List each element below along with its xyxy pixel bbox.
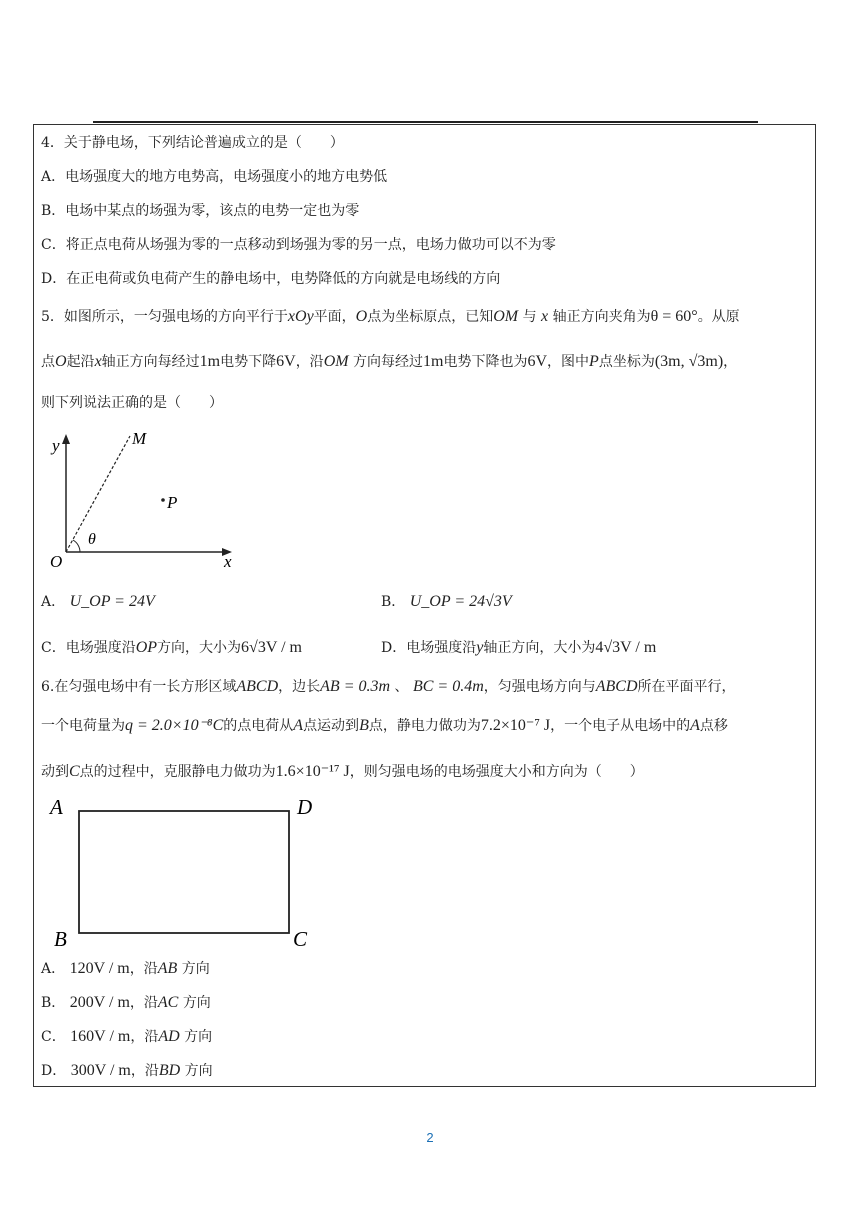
header-rule [93, 121, 758, 123]
q4-option-d: D．在正电荷或负电荷产生的静电场中，电势降低的方向就是电场线的方向 [41, 271, 501, 287]
q5-stem-line2: 点O起沿x轴正方向每经过1m电势下降6V，沿OM 方向每经过1m电势下降也为6V，图中P点坐标为(3m, √3m)， [41, 353, 738, 370]
q6-option-a: A． 120V / m，沿AB 方向 [41, 960, 210, 977]
y-axis-arrow [62, 434, 70, 444]
q5-coordinate-figure [44, 424, 244, 572]
q5-option-a: A． U_OP = 24V [41, 593, 155, 610]
label-y: y [52, 436, 60, 455]
q4-option-c: C．将正点电荷从场强为零的一点移动到场强为零的另一点，电场力做功可以不为零 [41, 237, 556, 253]
rectangle-abcd [79, 811, 289, 933]
om-line [66, 436, 130, 552]
vertex-b: B [54, 927, 67, 951]
q5-option-b: B． U_OP = 24√3V [381, 593, 512, 610]
theta-arc [73, 540, 80, 552]
q5-option-d: D．电场强度沿y轴正方向，大小为4√3V / m [381, 639, 657, 656]
q5-stem-line3: 则下列说法正确的是（ ） [41, 395, 223, 411]
q4-option-a: A．电场强度大的地方电势高，电场强度小的地方电势低 [41, 169, 388, 185]
point-p [161, 498, 165, 502]
q4-option-b: B．电场中某点的场强为零，该点的电势一定也为零 [41, 203, 360, 219]
vertex-a: A [50, 795, 63, 819]
q6-option-b: B． 200V / m，沿AC 方向 [41, 994, 211, 1011]
q6-rectangle-figure [46, 794, 326, 954]
q4-stem: 4．关于静电场，下列结论普遍成立的是（ ） [41, 135, 344, 151]
q6-option-c: C． 160V / m，沿AD 方向 [41, 1028, 213, 1045]
label-p: P [167, 493, 178, 512]
q5-stem-line1: 5．如图所示，一匀强电场的方向平行于xOy平面，O点为坐标原点，已知OM 与 x 轴正方向夹角为θ = 60°。从原 [41, 308, 740, 325]
label-x: x [224, 552, 232, 571]
q6-stem-line1: 6.在匀强电场中有一长方形区域ABCD，边长AB = 0.3m 、 BC = 0.4m，匀强电场方向与ABCD所在平面平行， [41, 678, 736, 695]
label-o: O [50, 552, 63, 571]
label-m: M [132, 429, 147, 448]
q6-stem-line2: 一个电荷量为q = 2.0×10⁻⁸C的点电荷从A点运动到B点，静电力做功为7.2×10⁻⁷ J，一个电子从电场中的A点移 [41, 717, 728, 734]
q6-stem-line3: 动到C点的过程中，克服静电力做功为1.6×10⁻¹⁷ J，则匀强电场的电场强度大小和方向为（ ） [41, 763, 644, 780]
label-theta: θ [88, 531, 96, 548]
q5-option-c: C．电场强度沿OP方向，大小为6√3V / m [41, 639, 302, 656]
q6-option-d: D． 300V / m，沿BD 方向 [41, 1062, 213, 1079]
vertex-d: D [297, 795, 313, 819]
page-number: 2 [426, 1130, 434, 1145]
vertex-c: C [293, 927, 308, 951]
